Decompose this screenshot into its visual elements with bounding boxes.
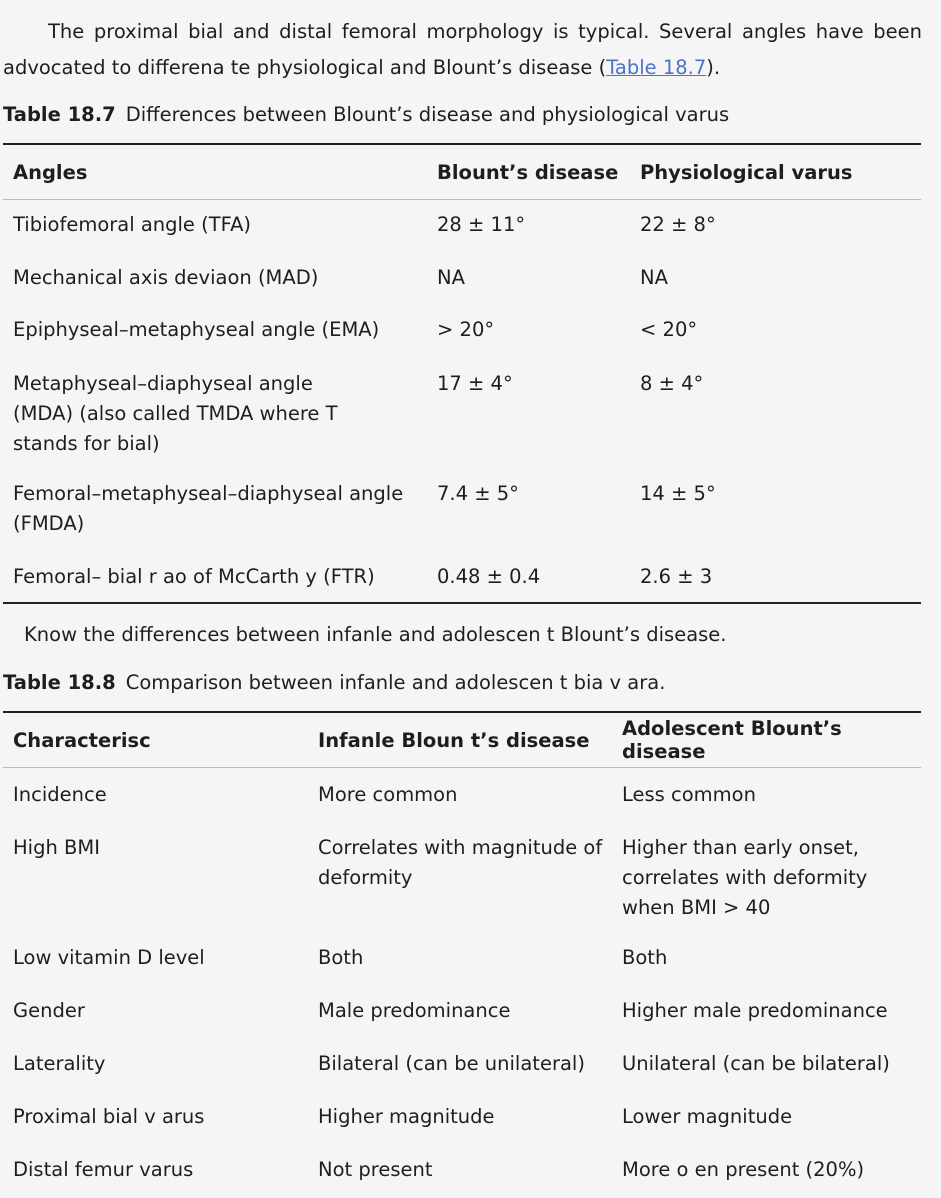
table-row bbox=[3, 200, 921, 253]
row-value: NA bbox=[640, 266, 668, 289]
row-value: 8 ± 4° bbox=[640, 372, 704, 395]
table-row bbox=[3, 1039, 921, 1092]
table-header-row bbox=[3, 145, 921, 200]
header-angles: Angles bbox=[13, 160, 88, 184]
row-label: Laterality bbox=[13, 1052, 106, 1075]
row-value: Less common bbox=[622, 783, 756, 806]
table-row bbox=[3, 253, 921, 305]
row-value: Not present bbox=[318, 1158, 433, 1181]
row-label: Metaphyseal–diaphyseal angle (MDA) (also called TMDA where T stands for bial) bbox=[13, 372, 338, 455]
intro-text-end: ). bbox=[706, 56, 721, 79]
row-label: Tibiofemoral angle (TFA) bbox=[13, 213, 252, 236]
row-value: More o en present (20%) bbox=[622, 1158, 865, 1181]
row-value: Bilateral (can be unilateral) bbox=[318, 1052, 585, 1075]
table-18-7 bbox=[3, 143, 921, 604]
table-row bbox=[3, 1145, 921, 1198]
row-label: High BMI bbox=[13, 836, 100, 859]
table-header-row bbox=[3, 713, 921, 768]
header-characteristic: Characterisc bbox=[13, 728, 151, 752]
row-value: Higher than early onset, correlates with deformity when BMI > 40 bbox=[622, 836, 868, 919]
row-label: Distal femur varus bbox=[13, 1158, 194, 1181]
table-row bbox=[3, 553, 921, 602]
intro-text: The proximal bial and distal femoral morphology is typical. Several angles have been advocated to differena te physiological and Blount’s disease ( bbox=[3, 20, 922, 79]
row-label: Femoral–metaphyseal–diaphyseal angle (FMDA) bbox=[13, 482, 404, 535]
row-value: Higher male predominance bbox=[622, 999, 888, 1022]
row-value: 22 ± 8° bbox=[640, 213, 716, 236]
table-18-7-caption bbox=[3, 101, 729, 129]
table-row bbox=[3, 821, 921, 933]
row-label: Proximal bial v arus bbox=[13, 1105, 205, 1128]
row-label: Low vitamin D level bbox=[13, 946, 205, 969]
know-text: Know the differences between infanle and adolescen t Blount’s disease. bbox=[24, 623, 727, 646]
row-value: > 20° bbox=[437, 318, 495, 341]
row-value: 28 ± 11° bbox=[437, 213, 526, 236]
row-value: 2.6 ± 3 bbox=[640, 565, 713, 588]
header-infantile: Infanle Bloun t’s disease bbox=[318, 728, 590, 752]
table-18-8 bbox=[3, 711, 921, 1198]
row-value: NA bbox=[437, 266, 465, 289]
header-adolescent: Adolescent Blount’s disease bbox=[622, 717, 842, 763]
table-row bbox=[3, 358, 921, 470]
table-row bbox=[3, 986, 921, 1039]
row-value: Both bbox=[318, 946, 364, 969]
table-row bbox=[3, 768, 921, 821]
table-18-7-label: Table 18.7 bbox=[3, 103, 116, 126]
table-row bbox=[3, 1092, 921, 1145]
table-18-8-caption bbox=[3, 669, 665, 697]
row-value: 17 ± 4° bbox=[437, 372, 513, 395]
row-label: Gender bbox=[13, 999, 85, 1022]
row-value: Lower magnitude bbox=[622, 1105, 793, 1128]
row-value: Both bbox=[622, 946, 668, 969]
row-value: Higher magnitude bbox=[318, 1105, 495, 1128]
row-label: Epiphyseal–metaphyseal angle (EMA) bbox=[13, 318, 380, 341]
row-value: Male predominance bbox=[318, 999, 511, 1022]
row-label: Incidence bbox=[13, 783, 107, 806]
row-label: Femoral– bial r ao of McCarth y (FTR) bbox=[13, 565, 375, 588]
row-value: < 20° bbox=[640, 318, 698, 341]
row-value: 14 ± 5° bbox=[640, 482, 716, 505]
intro-paragraph bbox=[3, 14, 922, 86]
row-value: 0.48 ± 0.4 bbox=[437, 565, 541, 588]
table-18-8-title: Comparison between infanle and adolescen t bia v ara. bbox=[125, 671, 666, 694]
row-value: More common bbox=[318, 783, 458, 806]
table-row bbox=[3, 933, 921, 986]
table-18-8-label: Table 18.8 bbox=[3, 671, 116, 694]
row-value: Unilateral (can be bilateral) bbox=[622, 1052, 890, 1075]
header-physiological: Physiological varus bbox=[640, 160, 853, 184]
header-blounts: Blount’s disease bbox=[437, 160, 619, 184]
table-row bbox=[3, 470, 921, 553]
table-18-7-title: Differences between Blount’s disease and physiological varus bbox=[125, 103, 730, 126]
row-value: Correlates with magnitude of deformity bbox=[318, 836, 603, 889]
row-label: Mechanical axis deviaon (MAD) bbox=[13, 266, 319, 289]
table-18-7-link[interactable]: Table 18.7 bbox=[606, 56, 707, 79]
row-value: 7.4 ± 5° bbox=[437, 482, 519, 505]
table-row bbox=[3, 305, 921, 358]
